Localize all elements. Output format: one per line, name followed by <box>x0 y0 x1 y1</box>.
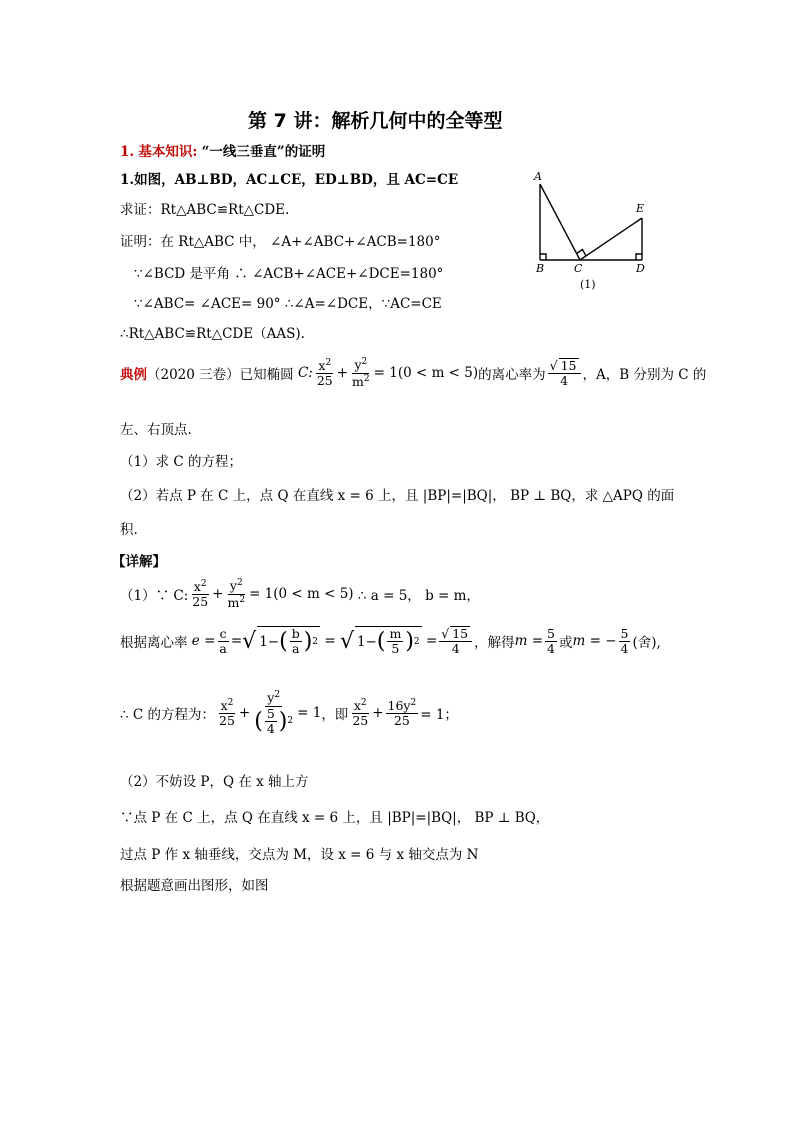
fraction-y: $\frac{y^2}{m^2}$ <box>352 357 370 389</box>
proof-conclusion: ∴Rt△ABC≌Rt△CDE（AAS). <box>120 326 305 342</box>
geometry-figure <box>528 168 660 294</box>
solution-step-3-result: = 1； <box>420 707 458 724</box>
solution-part-2: （2）不妨设 P，Q 在 x 轴上方 <box>120 774 309 790</box>
right-angle-mark-d <box>636 254 642 260</box>
solution-part-2-cond: ∵点 P 在 C 上，点 Q 在直线 x = 6 上，且 |BP|=|BQ|， BP ⊥ BQ， <box>120 810 550 826</box>
eccentricity-value: $\frac{√ 15}{4}$ <box>548 358 581 389</box>
label-e: E <box>636 202 645 215</box>
section-heading <box>120 140 325 160</box>
label-a: A <box>534 170 542 183</box>
fraction-x: $\frac{x^2}{25}$ <box>316 357 333 389</box>
label-b: B <box>536 262 545 275</box>
solution-step-1-result: ∴ a = 5， b = m， <box>357 588 480 605</box>
solution-step-2: 根据离心率 e = $\frac{c}{a}$ = √ 1− ( $\frac{b}{a}$ ) 2 = √ 1− ( $\frac{m}{5}$ ) 2 = $\frac{√ 15}{4}$ ，解得 m = $\frac{5}{4}$ 或 m = − $\frac{5}{4}$ (舍), <box>120 625 661 657</box>
segment-ac <box>540 184 580 260</box>
segment-ce <box>580 218 642 260</box>
example-mid: 的离心率为 <box>478 367 546 384</box>
solution-step-2-label: 根据离心率 <box>120 635 188 652</box>
proof-line-2: ∵∠BCD 是平角 ∴ ∠ACB+∠ACE+∠DCE=180° <box>134 266 444 282</box>
example-line-2: 左、右顶点. <box>120 422 192 438</box>
solution-part-2-construct: 过点 P 作 x 轴垂线，交点为 M，设 x = 6 与 x 轴交点为 N <box>120 847 479 863</box>
example-tail: ，A，B 分别为 C 的 <box>582 367 707 384</box>
solution-step-3-equiv: ，即 <box>321 707 349 724</box>
section-label: 基本知识: <box>138 144 198 160</box>
right-angle-mark-b <box>540 254 546 260</box>
section-number: 1. <box>120 144 135 160</box>
problem-statement: 1.如图，AB⊥BD，AC⊥CE，ED⊥BD，且 AC=CE <box>120 172 459 188</box>
ellipse-formula: C: <box>293 365 313 382</box>
solution-part-2-figure-note: 根据题意画出图形，如图 <box>120 878 269 894</box>
solution-step-3-label: ∴ C 的方程为： <box>120 707 216 724</box>
example-line: 典例 （2020 三卷）已知椭圆 C: $\frac{x^2}{25}$ + $\frac{y^2}{m^2}$ = 1(0 < m < 5) 的离心率为 $\frac{√ 15}{4}$ ，A，B 分别为 C 的 <box>120 357 707 389</box>
solution-step-2-solve: ，解得 <box>474 635 515 652</box>
example-source: （2020 三卷）已知椭圆 <box>147 367 294 384</box>
section-topic: “一线三垂直”的证明 <box>201 144 326 160</box>
solution-step-3: ∴ C 的方程为： $\frac{x^2}{25}$ + $y^2$ ( $\frac{5}{4}$ ) 2 = 1 ，即 $\frac{x^2}{25}$ + $\frac{16y^2}{25}$ = 1； <box>120 690 458 736</box>
page-title: 第 7 讲：解析几何中的全等型 <box>248 110 503 132</box>
question-2-cont: 积. <box>120 522 138 538</box>
solution-step-2-reject: (舍), <box>632 635 661 652</box>
example-tag: 典例 <box>120 367 147 384</box>
solution-step-2-or: 或 <box>559 635 573 652</box>
solution-heading: 【详解】 <box>112 554 166 570</box>
prove-statement: 求证：Rt△ABC≌Rt△CDE. <box>120 202 290 218</box>
proof-line-1: 证明：在 Rt△ABC 中， ∠A+∠ABC+∠ACB=180° <box>120 234 441 250</box>
proof-line-3: ∵∠ABC= ∠ACE= 90° ∴∠A=∠DCE，∵AC=CE <box>134 296 442 312</box>
solution-step-1: （1）∵ C: $\frac{x^2}{25}$ + $\frac{y^2}{m^2}$ = 1(0 < m < 5) ∴ a = 5， b = m， <box>120 578 480 610</box>
label-c: C <box>574 262 583 275</box>
question-1: （1）求 C 的方程； <box>120 454 243 470</box>
solution-step-1-label: （1）∵ C: <box>120 588 189 605</box>
label-d: D <box>636 262 645 275</box>
question-2: （2）若点 P 在 C 上，点 Q 在直线 x = 6 上，且 |BP|=|BQ|， BP ⊥ BQ，求 △APQ 的面 <box>120 488 675 504</box>
figure-caption: (1) <box>580 278 596 291</box>
